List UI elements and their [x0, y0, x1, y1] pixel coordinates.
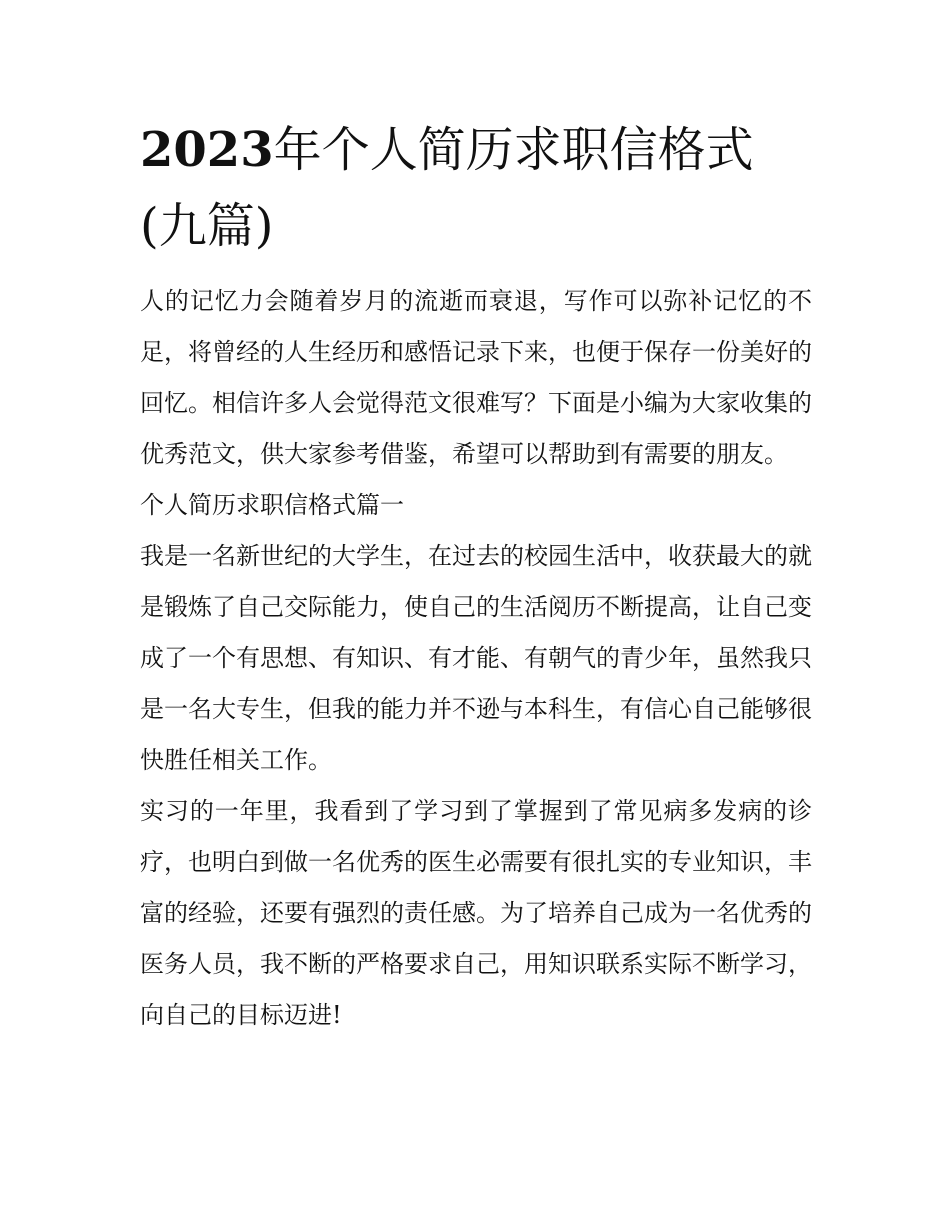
body-paragraph-1: 我是一名新世纪的大学生，在过去的校园生活中，收获最大的就是锻炼了自己交际能力，使自己的生活阅历不断提高，让自己变成了一个有思想、有知识、有才能、有朝气的青少年，虽然我只是一名大专生，但我的能力并不逊与本科生，有信心自己能够很快胜任相关工作。 — [140, 542, 812, 774]
intro-paragraph: 人的记忆力会随着岁月的流逝而衰退，写作可以弥补记忆的不足，将曾经的人生经历和感悟记录下来，也便于保存一份美好的回忆。相信许多人会觉得范文很难写？下面是小编为大家收集的优秀范文，供大家参考借鉴，希望可以帮助到有需要的朋友。 — [140, 287, 812, 468]
section-heading: 个人简历求职信格式篇一 — [140, 491, 404, 519]
document-title — [140, 112, 812, 264]
body-paragraph-2: 实习的一年里，我看到了学习到了掌握到了常见病多发病的诊疗，也明白到做一名优秀的医生必需要有很扎实的专业知识，丰富的经验，还要有强烈的责任感。为了培养自己成为一名优秀的医务人员，我不断的严格要求自己，用知识联系实际不断学习，向自己的目标迈进! — [140, 797, 812, 1029]
document-page — [140, 112, 812, 1041]
title-year: 2023 — [140, 122, 274, 178]
title-text: 年个人简历求职信格式(九篇) — [140, 122, 754, 254]
